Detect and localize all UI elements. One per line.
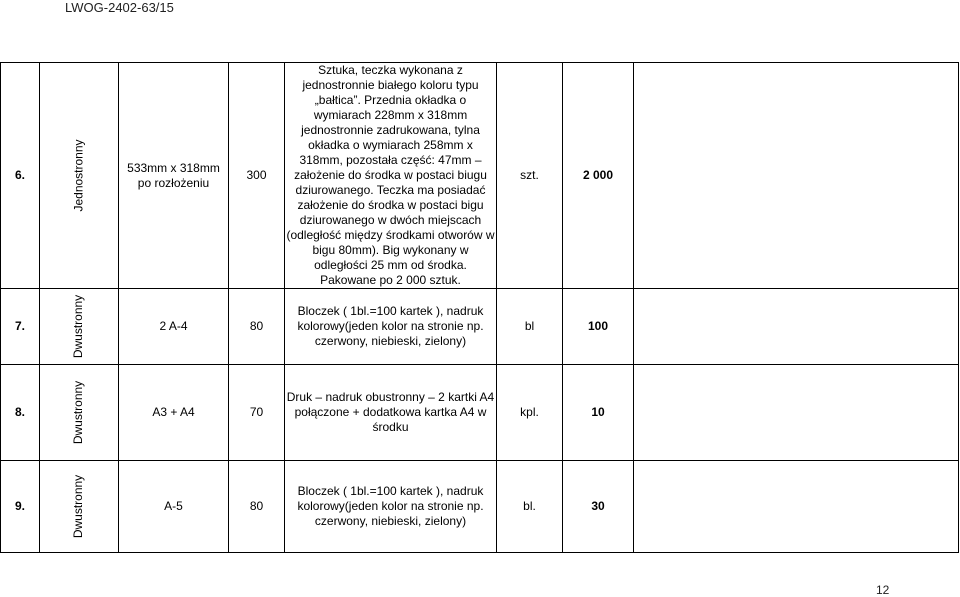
empty-cell: [634, 365, 959, 461]
quantity-cell: 2 000: [563, 63, 634, 289]
quantity-cell: 30: [563, 461, 634, 553]
row-number: 8.: [1, 365, 40, 461]
table-row: [1, 461, 959, 553]
format-cell: 2 A-4: [119, 289, 229, 365]
row-number: 6.: [1, 63, 40, 289]
row-number: 9.: [1, 461, 40, 553]
printing-type-cell: [40, 289, 119, 365]
format-cell: A-5: [119, 461, 229, 553]
pages-cell: 80: [229, 289, 285, 365]
unit-cell: szt.: [497, 63, 563, 289]
table-row: [1, 365, 959, 461]
empty-cell: [634, 289, 959, 365]
unit-cell: bl.: [497, 461, 563, 553]
format-cell: A3 + A4: [119, 365, 229, 461]
unit-cell: bl: [497, 289, 563, 365]
pages-cell: 70: [229, 365, 285, 461]
printing-type-cell: [40, 63, 119, 289]
unit-cell: kpl.: [497, 365, 563, 461]
table-row: [1, 63, 959, 289]
printing-type-cell: [40, 365, 119, 461]
table-row: [1, 289, 959, 365]
format-cell: 533mm x 318mm po rozłożeniu: [119, 63, 229, 289]
printing-type: Jednostronny: [71, 139, 86, 212]
quantity-cell: 100: [563, 289, 634, 365]
pages-cell: 80: [229, 461, 285, 553]
description-cell: Bloczek ( 1bl.=100 kartek ), nadruk kolorowy(jeden kolor na stronie np. czerwony, niebieski, zielony): [285, 289, 497, 365]
printing-type-cell: [40, 461, 119, 553]
empty-cell: [634, 63, 959, 289]
page-number: 12: [876, 583, 890, 597]
pages-cell: 300: [229, 63, 285, 289]
document-code: LWOG-2402-63/15: [65, 0, 174, 15]
specification-table: [0, 62, 959, 553]
quantity-cell: 10: [563, 365, 634, 461]
description-cell: Druk – nadruk obustronny – 2 kartki A4 połączone + dodatkowa kartka A4 w środku: [285, 365, 497, 461]
description-cell: Sztuka, teczka wykonana z jednostronnie białego koloru typu „bałtica”. Przednia okładka o wymiarach 228mm x 318mm jednostronnie zadrukowana, tylna okładka o wymiarach 258mm x 318mm, pozostała część: 47mm – założenie do środka w postaci biugu dziurowanego. Teczka ma posiadać założenie do środka w postaci bigu dziurowanego w dwóch miejscach (odległość między środkami otworów w bigu 80mm). Big wykonany w odległości 25 mm od środka. Pakowane po 2 000 sztuk.: [286, 63, 495, 287]
printing-type: Dwustronny: [71, 294, 86, 359]
description-cell: Bloczek ( 1bl.=100 kartek ), nadruk kolorowy(jeden kolor na stronie np. czerwony, niebieski, zielony): [285, 461, 497, 553]
empty-cell: [634, 461, 959, 553]
row-number: 7.: [1, 289, 40, 365]
printing-type: Dwustronny: [71, 474, 86, 539]
printing-type: Dwustronny: [71, 380, 86, 445]
